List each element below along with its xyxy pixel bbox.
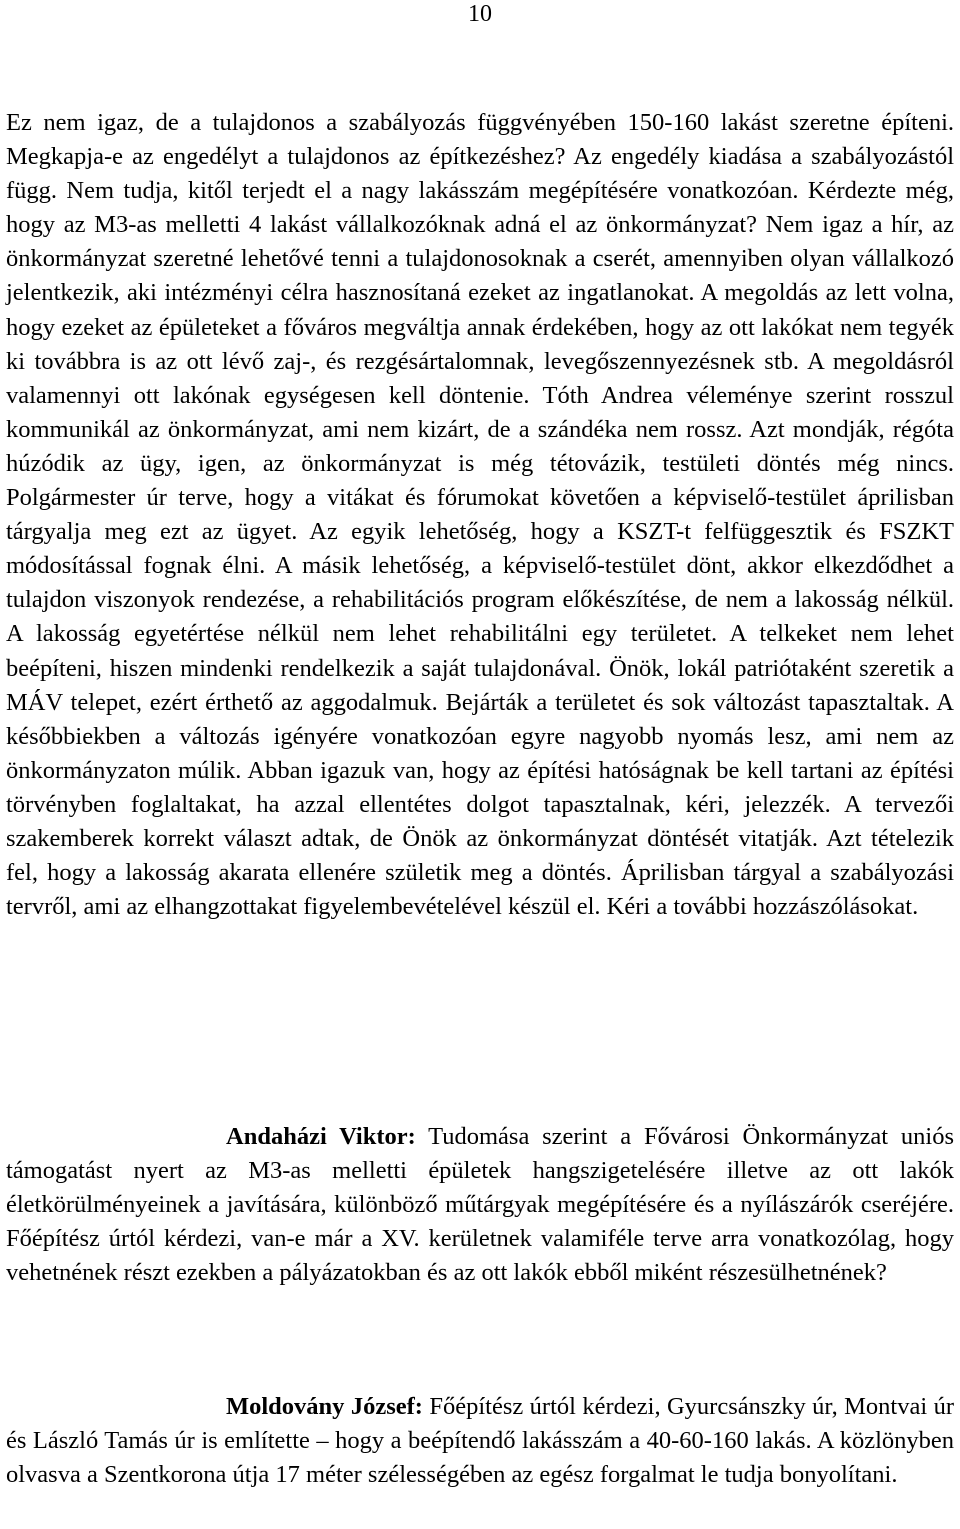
paragraph-2 xyxy=(6,1120,954,1290)
paragraph-text xyxy=(6,1390,954,1492)
speech-text: Tudomása szerint a Fővárosi Önkormányzat uniós támogatást nyert az M3-as melletti épületek hangszigetelésére illetve az ott lakók életkörülményeinek a javítására, különböző műtárgyak megépítésére és a nyílászárók cseréjére. Főépítész úrtól kérdezi, van-e már a XV. kerületnek valamiféle terve arra vonatkozólag, hogy vehetnének részt ezekben a pályázatokban és az ott lakók ebből miként részesülhetnének? xyxy=(6,1123,954,1287)
paragraph-3 xyxy=(6,1390,954,1492)
paragraph-text xyxy=(6,1120,954,1290)
speaker-name: Moldovány József: xyxy=(226,1393,423,1420)
paragraph-1 xyxy=(6,106,954,924)
speaker-name: Andaházi Viktor: xyxy=(226,1123,416,1150)
speech-text: Főépítész úrtól kérdezi, Gyurcsánszky úr, Montvai úr és László Tamás úr is említette – hogy a beépítendő lakásszám a 40-60-160 lakás. A közlönyben olvasva a Szentkorona útja 17 méter szélességében az egész forgalmat le tudja bonyolítani. xyxy=(6,1393,954,1489)
page-number: 10 xyxy=(468,1,492,27)
paragraph-text: Ez nem igaz, de a tulajdonos a szabályozás függvényében 150-160 lakást szeretne építeni. Megkapja-e az engedélyt a tulajdonos az építkezéshez? Az engedély kiadása a szabályozástól függ. Nem tudja, kitől terjedt el a nagy lakásszám megépítésére vonatkozóan. Kérdezte még, hogy az M3-as melletti 4 lakást vállalkozóknak adná el az önkormányzat? Nem igaz a hír, az önkormányzat szeretné lehetővé tenni a tulajdonosoknak a cserét, amennyiben olyan vállalkozó jelentkezik, aki intézményi célra hasznosítaná ezeket az ingatlanokat. A megoldás az lett volna, hogy ezeket az épületeket a főváros megváltja annak érdekében, hogy az ott lakókat nem tegyék ki továbbra is az ott lévő zaj-, és rezgésártalomnak, levegőszennyezésnek stb. A megoldásról valamennyi ott lakónak egységesen kell döntenie. Tóth Andrea véleménye szerint rosszul kommunikál az önkormányzat, ami nem kizárt, de a szándéka nem rossz. Azt mondják, régóta húzódik az ügy, igen, az önkormányzat is még tétovázik, testületi döntés még nincs. Polgármester úr terve, hogy a vitákat és fórumokat követően a képviselő-testület áprilisban tárgyalja meg ezt az ügyet. Az egyik lehetőség, hogy a KSZT-t felfüggesztik és FSZKT módosítással fognak élni. A másik lehetőség, a képviselő-testület dönt, akkor elkezdődhet a tulajdon viszonyok rendezése, a rehabilitációs program előkészítése, de nem a lakosság nélkül. A lakosság egyetértése nélkül nem lehet rehabilitálni egy területet. A telkeket nem lehet beépíteni, hiszen mindenki rendelkezik a saját tulajdonával. Önök, lokál patriótaként szeretik a MÁV telepet, ezért érthető az aggodalmuk. Bejárták a területet és sok változást tapasztaltak. A későbbiekben a változás igényére vonatkozóan egyre nagyobb nyomás lesz, ami nem az önkormányzaton múlik. Abban igazuk van, hogy az építési hatóságnak be kell tartani az építési törvényben foglaltakat, ha azzal ellentétes dolgot tapasztalnak, kéri, jelezzék. A tervezői szakemberek korrekt választ adtak, de Önök az önkormányzat döntését vitatják. Azt tételezik fel, hogy a lakosság akarata ellenére születik meg a döntés. Áprilisban tárgyal a szabályozási tervről, ami az elhangzottakat figyelembevételével készül el. Kéri a további hozzászólásokat. xyxy=(6,109,954,921)
